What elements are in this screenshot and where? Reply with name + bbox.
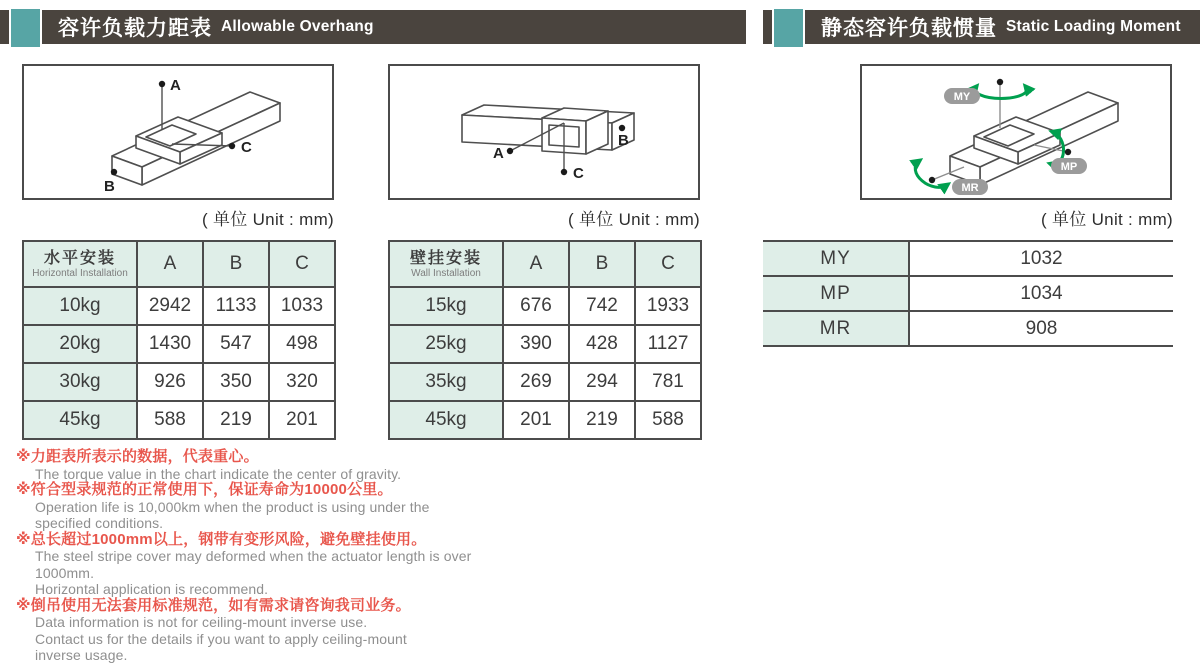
table-row (23, 363, 335, 401)
table-title-en: Wall Installation (411, 267, 481, 279)
footnote-cn: ※总长超过1000mm以上，钢带有变形风险，避免壁挂使用。 (16, 530, 427, 548)
value-b: 294 (569, 363, 635, 401)
value-b: 547 (203, 325, 269, 363)
load-cell: 30kg (23, 363, 137, 401)
footnote-en: The torque value in the chart indicate the center of gravity. (35, 465, 402, 482)
dim-point-c (561, 169, 567, 175)
col-header-c: C (269, 241, 335, 287)
table-title-cell (23, 241, 137, 287)
footnote-en: Horizontal application is recommend. (35, 581, 269, 597)
dim-label-c: C (573, 165, 584, 182)
section-title-cn: 静态容许负载惯量 (821, 17, 997, 40)
col-header-c: C (635, 241, 701, 287)
table-title-cell (389, 241, 503, 287)
table-row (23, 325, 335, 363)
section-title-en: Static Loading Moment (1006, 18, 1181, 35)
value-c: 498 (269, 325, 335, 363)
value-b: 219 (569, 401, 635, 439)
footnotes (16, 449, 486, 664)
rotation-arrow-my (975, 87, 1027, 98)
moment-point-my (997, 79, 1003, 85)
section-header-static-loading-moment (763, 10, 1200, 44)
unit-label: ( 单位 Unit : mm) (1041, 210, 1173, 229)
footnote (16, 598, 486, 664)
footnote (16, 482, 486, 532)
dim-label-a: A (493, 145, 504, 162)
value-b: 350 (203, 363, 269, 401)
table-row (389, 401, 701, 439)
load-cell: 20kg (23, 325, 137, 363)
value-b: 428 (569, 325, 635, 363)
value-c: 588 (635, 401, 701, 439)
value-a: 201 (503, 401, 569, 439)
dim-label-b: B (618, 132, 629, 149)
value-c: 1127 (635, 325, 701, 363)
value-b: 219 (203, 401, 269, 439)
section-title-cn: 容许负载力距表 (58, 17, 212, 40)
actuator-side-drawing (390, 66, 698, 198)
dim-point-a (507, 148, 513, 154)
load-cell: 45kg (389, 401, 503, 439)
footnote-en: specified conditions. (35, 515, 164, 531)
horizontal-installation-table (22, 240, 336, 440)
footnote-cn: ※符合型录规范的正常使用下，保证寿命为10000公里。 (16, 481, 393, 498)
dim-point-b (619, 125, 625, 131)
table-title-en: Horizontal Installation (32, 267, 128, 279)
table-header-row (389, 241, 701, 287)
diagram-loading-moment (860, 64, 1172, 200)
value-c: 781 (635, 363, 701, 401)
dim-label-c: C (241, 139, 252, 156)
load-cell: 45kg (23, 401, 137, 439)
value-c: 1033 (269, 287, 335, 325)
teal-accent-square (772, 7, 805, 49)
value-c: 201 (269, 401, 335, 439)
value-c: 1933 (635, 287, 701, 325)
moment-label: MR (763, 311, 909, 346)
moment-label: MY (763, 241, 909, 276)
load-cell: 25kg (389, 325, 503, 363)
badge-label-mr: MR (961, 182, 979, 194)
footnote-cn: ※倒吊使用无法套用标准规范，如有需求请咨询我司业务。 (16, 596, 411, 614)
badge-label-my: MY (953, 91, 971, 103)
footnote-en: Data information is not for ceiling-mount inverse use. (35, 614, 368, 630)
dim-point-c (229, 143, 235, 149)
table-row (23, 401, 335, 439)
diagram-wall-installation (388, 64, 700, 200)
value-a: 1430 (137, 325, 203, 363)
dim-point-a (159, 81, 165, 87)
badge-label-mp: MP (1060, 161, 1078, 173)
load-cell: 15kg (389, 287, 503, 325)
load-cell: 35kg (389, 363, 503, 401)
teal-accent-square (9, 7, 42, 49)
rotation-arrow-mr (915, 161, 947, 187)
value-b: 742 (569, 287, 635, 325)
moment-point-mp (1065, 149, 1071, 155)
diagram-horizontal-installation (22, 64, 334, 200)
table-row (389, 287, 701, 325)
value-a: 390 (503, 325, 569, 363)
table-row (23, 287, 335, 325)
col-header-a: A (503, 241, 569, 287)
dim-point-b (111, 169, 117, 175)
col-header-b: B (569, 241, 635, 287)
footnote-en: The steel stripe cover may deformed when the actuator length is over 1000mm. (35, 548, 472, 581)
dim-label-b: B (104, 178, 115, 195)
col-header-a: A (137, 241, 203, 287)
value-a: 588 (137, 401, 203, 439)
moment-label: MP (763, 276, 909, 311)
moment-point-mr (929, 177, 935, 183)
table-header-row (23, 241, 335, 287)
section-header-allowable-overhang (0, 10, 746, 44)
table-title-cn: 水平安装 (43, 249, 116, 267)
footnote-en: inverse usage. (35, 647, 128, 663)
col-header-b: B (203, 241, 269, 287)
moment-value: 908 (909, 311, 1173, 346)
actuator-moment-drawing (862, 66, 1170, 198)
load-cell: 10kg (23, 287, 137, 325)
table-title-cn: 壁挂安装 (409, 249, 482, 267)
wall-installation-table (388, 240, 702, 440)
table-row (389, 363, 701, 401)
unit-label: ( 单位 Unit : mm) (202, 210, 334, 229)
table-row (763, 241, 1173, 276)
value-b: 1133 (203, 287, 269, 325)
value-a: 926 (137, 363, 203, 401)
static-moment-table (763, 240, 1173, 347)
value-a: 2942 (137, 287, 203, 325)
table-row (389, 325, 701, 363)
footnote-en: Operation life is 10,000km when the product is using under the (35, 498, 430, 515)
moment-value: 1034 (909, 276, 1173, 311)
footnote-en: Contact us for the details if you want to apply ceiling-mount (35, 630, 407, 647)
footnote (16, 532, 486, 598)
footnote (16, 449, 486, 482)
table-row (763, 311, 1173, 346)
section-title-en: Allowable Overhang (221, 18, 374, 35)
value-a: 269 (503, 363, 569, 401)
footnote-cn: ※力距表所表示的数据，代表重心。 (16, 448, 259, 465)
actuator-isometric-drawing (24, 66, 332, 198)
unit-label: ( 单位 Unit : mm) (568, 210, 700, 229)
value-c: 320 (269, 363, 335, 401)
value-a: 676 (503, 287, 569, 325)
dim-label-a: A (170, 77, 181, 94)
table-row (763, 276, 1173, 311)
moment-value: 1032 (909, 241, 1173, 276)
